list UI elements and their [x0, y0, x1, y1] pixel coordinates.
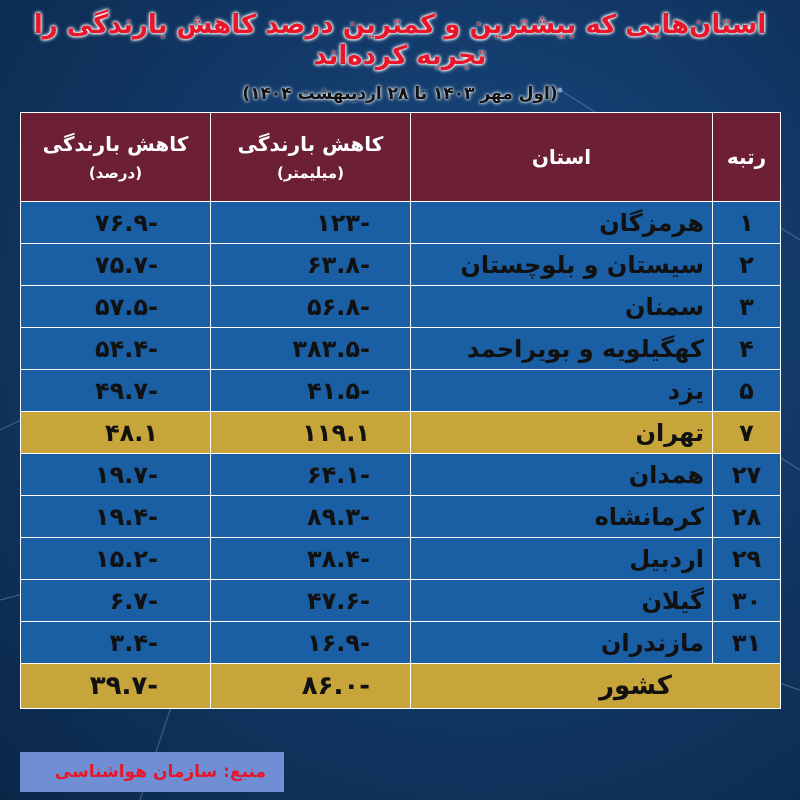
rank-cell: ۲۷ — [713, 454, 781, 496]
mm-cell: -۱۶.۹ — [211, 622, 411, 664]
header-pct: کاهش بارندگی (درصد) — [21, 113, 211, 202]
province-cell: یزد — [411, 370, 713, 412]
rank-cell: ۴ — [713, 328, 781, 370]
pct-cell: -۳.۴ — [21, 622, 211, 664]
rank-cell: ۲۸ — [713, 496, 781, 538]
page-title: استان‌هایی که بیشترین و کمترین درصد کاهش بارندگی را تجربه کرده‌اند — [33, 10, 767, 71]
pct-cell: -۵۴.۴ — [21, 328, 211, 370]
table-row — [21, 538, 781, 580]
rank-cell: ۳۱ — [713, 622, 781, 664]
pct-cell: -۴۹.۷ — [21, 370, 211, 412]
source-label: منبع: سازمان هواشناسی — [20, 752, 284, 792]
mm-cell: -۵۶.۸ — [211, 286, 411, 328]
province-cell: هرمزگان — [411, 202, 713, 244]
total-pct-cell: -۳۹.۷ — [21, 664, 211, 709]
rank-cell: ۲۹ — [713, 538, 781, 580]
mm-cell: ۱۱۹.۱ — [211, 412, 411, 454]
header-province: استان — [411, 113, 713, 202]
mm-cell: -۱۲۳ — [211, 202, 411, 244]
rank-cell: ۳۰ — [713, 580, 781, 622]
date-range-subtitle: (اول مهر ۱۴۰۳ تا ۲۸ اردیبهشت ۱۴۰۴) — [242, 84, 558, 104]
pct-cell: -۷۶.۹ — [21, 202, 211, 244]
province-cell: سمنان — [411, 286, 713, 328]
rainfall-table — [20, 112, 781, 709]
mm-cell: -۶۳.۸ — [211, 244, 411, 286]
province-cell: مازندران — [411, 622, 713, 664]
table-row — [21, 622, 781, 664]
province-cell: همدان — [411, 454, 713, 496]
province-cell: تهران — [411, 412, 713, 454]
pct-cell: -۵۷.۵ — [21, 286, 211, 328]
mm-cell: -۴۷.۶ — [211, 580, 411, 622]
rank-cell: ۲ — [713, 244, 781, 286]
pct-cell: -۶.۷ — [21, 580, 211, 622]
total-label: کشور — [411, 664, 781, 709]
table-row — [21, 202, 781, 244]
table-row — [21, 454, 781, 496]
table-row — [21, 244, 781, 286]
pct-cell: -۱۵.۲ — [21, 538, 211, 580]
rank-cell: ۱ — [713, 202, 781, 244]
rank-cell: ۵ — [713, 370, 781, 412]
table-row — [21, 370, 781, 412]
mm-cell: -۸۹.۳ — [211, 496, 411, 538]
province-cell: اردبیل — [411, 538, 713, 580]
table-row — [21, 412, 781, 454]
table-row — [21, 328, 781, 370]
total-mm-cell: -۸۶.۰ — [211, 664, 411, 709]
rank-cell: ۷ — [713, 412, 781, 454]
mm-cell: -۳۸۳.۵ — [211, 328, 411, 370]
total-row — [21, 664, 781, 709]
province-cell: گیلان — [411, 580, 713, 622]
table-row — [21, 286, 781, 328]
mm-cell: -۶۴.۱ — [211, 454, 411, 496]
header-mm: کاهش بارندگی (میلیمتر) — [211, 113, 411, 202]
mm-cell: -۳۸.۴ — [211, 538, 411, 580]
table-row — [21, 580, 781, 622]
header-rank: رتبه — [713, 113, 781, 202]
province-cell: کرمانشاه — [411, 496, 713, 538]
pct-cell: ۴۸.۱ — [21, 412, 211, 454]
pct-cell: -۷۵.۷ — [21, 244, 211, 286]
province-cell: سیستان و بلوچستان — [411, 244, 713, 286]
table-row — [21, 496, 781, 538]
table-header-row — [21, 113, 781, 202]
pct-cell: -۱۹.۷ — [21, 454, 211, 496]
province-cell: کهگیلویه و بویراحمد — [411, 328, 713, 370]
mm-cell: -۴۱.۵ — [211, 370, 411, 412]
pct-cell: -۱۹.۴ — [21, 496, 211, 538]
rank-cell: ۳ — [713, 286, 781, 328]
